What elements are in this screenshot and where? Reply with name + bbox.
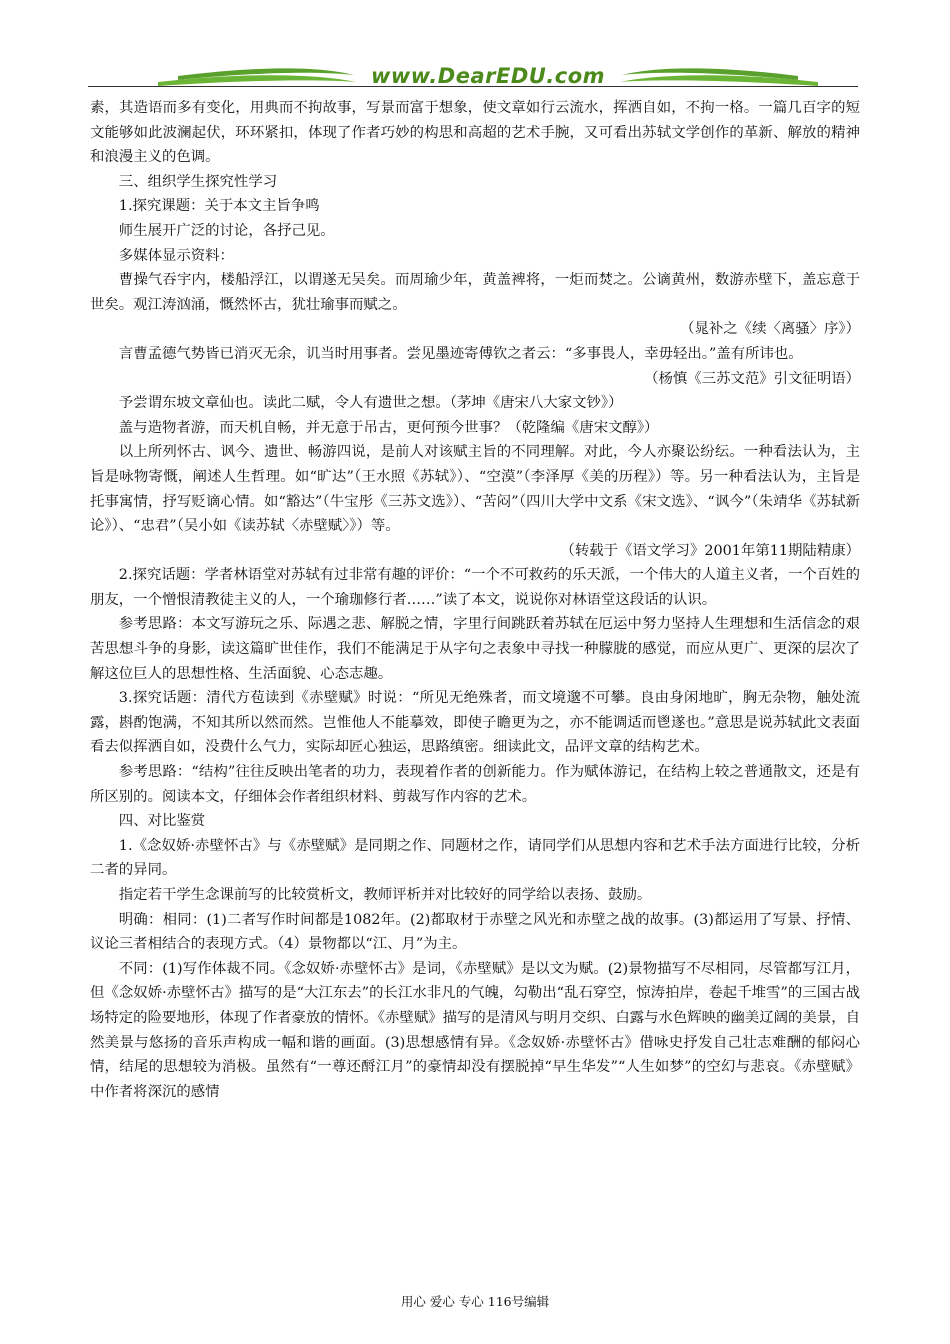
quotation: 盖与造物者游，而天机自畅，并无意于吊古，更何预今世事？（乾隆编《唐宋文醇》） [118, 419, 659, 436]
paragraph: 3.探究话题：清代方苞读到《赤壁赋》时说：“所见无绝殊者，而文境邈不可攀。良由身闲地旷，胸无杂物，触处流露，斟酌饱满，不知其所以然而然。岂惟他人不能摹效，即使子瞻更为之，亦不能调适而鬯遂也。”意思是说苏轼此文表面看去似挥洒自如，没费什么气力，实际却匠心独运，思路缜密。细读此文，品评文章的结构艺术。 [90, 690, 860, 756]
quotation: 予尝谓东坡文章仙也。读此二赋，令人有遗世之想。（茅坤《唐宋八大家文钞》） [118, 395, 623, 412]
page-footer: 用心 爱心 专心 116号编辑 [400, 1294, 550, 1309]
citation: （杨慎《三苏文范》引文征明语） [644, 370, 860, 387]
paragraph: 不同：(1)写作体裁不同。《念奴娇·赤壁怀古》是词，《赤壁赋》是以文为赋。(2)景物描写不尽相同，尽管都写江月，但《念奴娇·赤壁怀古》描写的是“大江东去”的长江水非凡的气魄，勾勒出“乱石穿空，惊涛拍岸，卷起千堆雪”的三国古战场特定的险要地形，体现了作者豪放的情怀。《赤壁赋》描写的是清风与明月交织、白露与水色辉映的幽美辽阔的美景，自然美景与悠扬的音乐声构成一幅和谐的画面。(3)思想感情有异。《念奴娇·赤壁怀古》借咏史抒发自己壮志难酬的郁闷心情，结尾的思想较为消极。虽然有“一尊还酹江月”的豪情却没有摆脱掉“早生华发”“人生如梦”的空幻与悲哀。《赤壁赋》中作者将深沉的感情 [90, 960, 860, 1100]
paragraph: 师生展开广泛的讨论，各抒己见。 [118, 222, 335, 239]
document-body [90, 96, 860, 1104]
citation: （转载于《语文学习》2001年第11期陆精康） [560, 542, 860, 559]
header-divider [88, 86, 858, 87]
paragraph: 多媒体显示资料： [118, 247, 234, 264]
paragraph: 以上所列怀古、讽今、遗世、畅游四说，是前人对该赋主旨的不同理解。对此，今人亦聚讼纷纭。一种看法认为，主旨是咏物寄慨，阐述人生哲理。如“旷达”（王水照《苏轼》）、“空漠”（李泽厚《美的历程》）等。另一种看法认为，主旨是托事寓情，抒写贬谪心情。如“豁达”（牛宝彤《三苏文选》）、“苦闷”（四川大学中文系《宋文选》、“讽今”（朱靖华《苏轼新论》）、“忠君”（吴小如《读苏轼〈赤壁赋〉》）等。 [90, 444, 860, 535]
quotation: 曹操气吞宇内，楼船浮江，以谓遂无吴矣。而周瑜少年，黄盖裨将，一炬而焚之。公谪黄州，数游赤壁下，盖忘意于世矣。观江涛汹涌，慨然怀古，犹壮瑜事而赋之。 [90, 272, 860, 313]
citation: （晁补之《续〈离骚〉序》） [680, 321, 860, 338]
site-header-banner [118, 62, 858, 94]
paragraph: 2.探究话题：学者林语堂对苏轼有过非常有趣的评价：“一个不可救药的乐天派，一个伟大的人道主义者，一个百姓的朋友，一个憎恨清教徒主义的人，一个瑜珈修行者……”读了本文，说说你对林语堂这段话的认识。 [90, 567, 860, 608]
paragraph: 参考思路：“结构”往往反映出笔者的功力，表现着作者的创新能力。作为赋体游记，在结构上较之普通散文，还是有所区别的。阅读本文，仔细体会作者组织材料、剪裁写作内容的艺术。 [90, 764, 860, 805]
paragraph: 1.探究课题：关于本文主旨争鸣 [118, 198, 320, 215]
section-heading: 三、组织学生探究性学习 [118, 173, 278, 190]
section-heading: 四、对比鉴赏 [118, 813, 206, 830]
quotation: 言曹孟德气势皆已消灭无余，讥当时用事者。尝见墨迹寄傅钦之者云：“多事畏人，幸毋轻出。”盖有所讳也。 [118, 345, 803, 362]
paragraph: 明确：相同：(1)二者写作时间都是1082年。(2)都取材于赤壁之风光和赤壁之战的故事。(3)都运用了写景、抒情、议论三者相结合的表现方式。（4）景物都以“江、月”为主。 [90, 911, 860, 953]
paragraph: 1.《念奴娇·赤壁怀古》与《赤壁赋》是同期之作、同题材之作，请同学们从思想内容和艺术手法方面进行比较，分析二者的异同。 [90, 837, 860, 879]
paragraph: 参考思路：本文写游玩之乐、际遇之悲、解脱之情，字里行间跳跃着苏轼在厄运中努力坚持人生理想和生活信念的艰苦思想斗争的身影，读这篇旷世佳作，我们不能满足于从字句之表象中寻找一种朦胧的感觉，而应从更广、更深的层次了解这位巨人的思想性格、生活面貌、心态志趣。 [90, 616, 860, 682]
paragraph: 指定若干学生念课前写的比较赏析文，教师评析并对比较好的同学给以表扬、鼓励。 [118, 887, 652, 903]
paragraph: 素，其造语而多有变化，用典而不拘故事，写景而富于想象，使文章如行云流水，挥洒自如，不拘一格。一篇几百字的短文能够如此波澜起伏，环环紧扣，体现了作者巧妙的构思和高超的艺术手腕，又可看出苏轼文学创作的革新、解放的精神和浪漫主义的色调。 [90, 100, 860, 166]
site-logo-text: www.DearEDU.com [370, 64, 606, 88]
